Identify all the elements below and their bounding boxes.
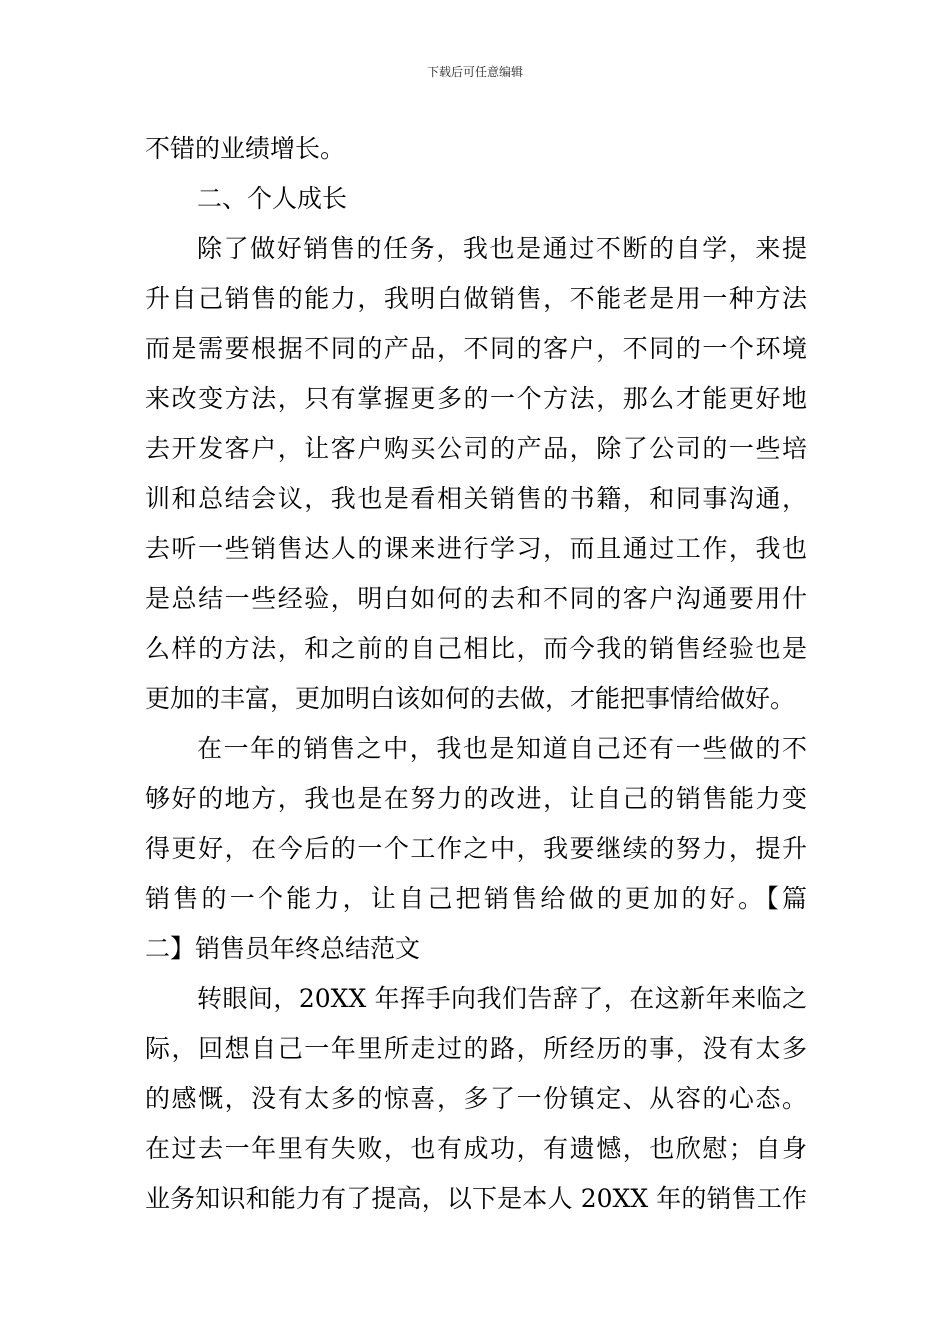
section-heading: 二、个人成长 (197, 184, 348, 213)
text-line: 更加的丰富，更加明白该如何的去做，才能把事情给做好。 (145, 684, 796, 713)
text-line: 业务知识和能力有了提高，以下是本人 20XX 年的销售工作 (145, 1184, 807, 1213)
text-line: 来改变方法，只有掌握更多的一个方法，那么才能更好地 (145, 384, 807, 413)
text-line: 是总结一些经验，明白如何的去和不同的客户沟通要用什 (145, 584, 807, 613)
text-line: 在过去一年里有失败，也有成功，有遗憾，也欣慰；自身 (145, 1134, 807, 1163)
text-line: 去听一些销售达人的课来进行学习，而且通过工作，我也 (145, 534, 807, 563)
text-line: 二】销售员年终总结范文 (145, 934, 421, 963)
text-line: 转眼间，20XX 年挥手向我们告辞了，在这新年来临之 (197, 984, 807, 1013)
text-line: 训和总结会议，我也是看相关销售的书籍，和同事沟通， (145, 484, 807, 513)
text-line: 得更好，在今后的一个工作之中，我要继续的努力，提升 (145, 834, 807, 863)
text-line: 去开发客户，让客户购买公司的产品，除了公司的一些培 (145, 434, 807, 463)
text-line: 际，回想自己一年里所走过的路，所经历的事，没有太多 (145, 1034, 807, 1063)
text-line: 在一年的销售之中，我也是知道自己还有一些做的不 (197, 734, 807, 763)
page-header: 下载后可任意编辑 (426, 65, 523, 79)
text-line: 销售的一个能力，让自己把销售给做的更加的好。【篇 (145, 884, 807, 913)
text-line: 的感慨，没有太多的惊喜，多了一份镇定、从容的心态。 (145, 1084, 807, 1113)
text-line: 而是需要根据不同的产品，不同的客户，不同的一个环境 (145, 334, 807, 363)
text-line: 不错的业绩增长。 (145, 134, 346, 163)
text-line: 除了做好销售的任务，我也是通过不断的自学，来提 (197, 234, 807, 263)
text-line: 么样的方法，和之前的自己相比，而今我的销售经验也是 (145, 634, 807, 663)
text-line: 够好的地方，我也是在努力的改进，让自己的销售能力变 (145, 784, 807, 813)
text-line: 升自己销售的能力，我明白做销售，不能老是用一种方法 (145, 284, 807, 313)
document-body (145, 124, 807, 1224)
